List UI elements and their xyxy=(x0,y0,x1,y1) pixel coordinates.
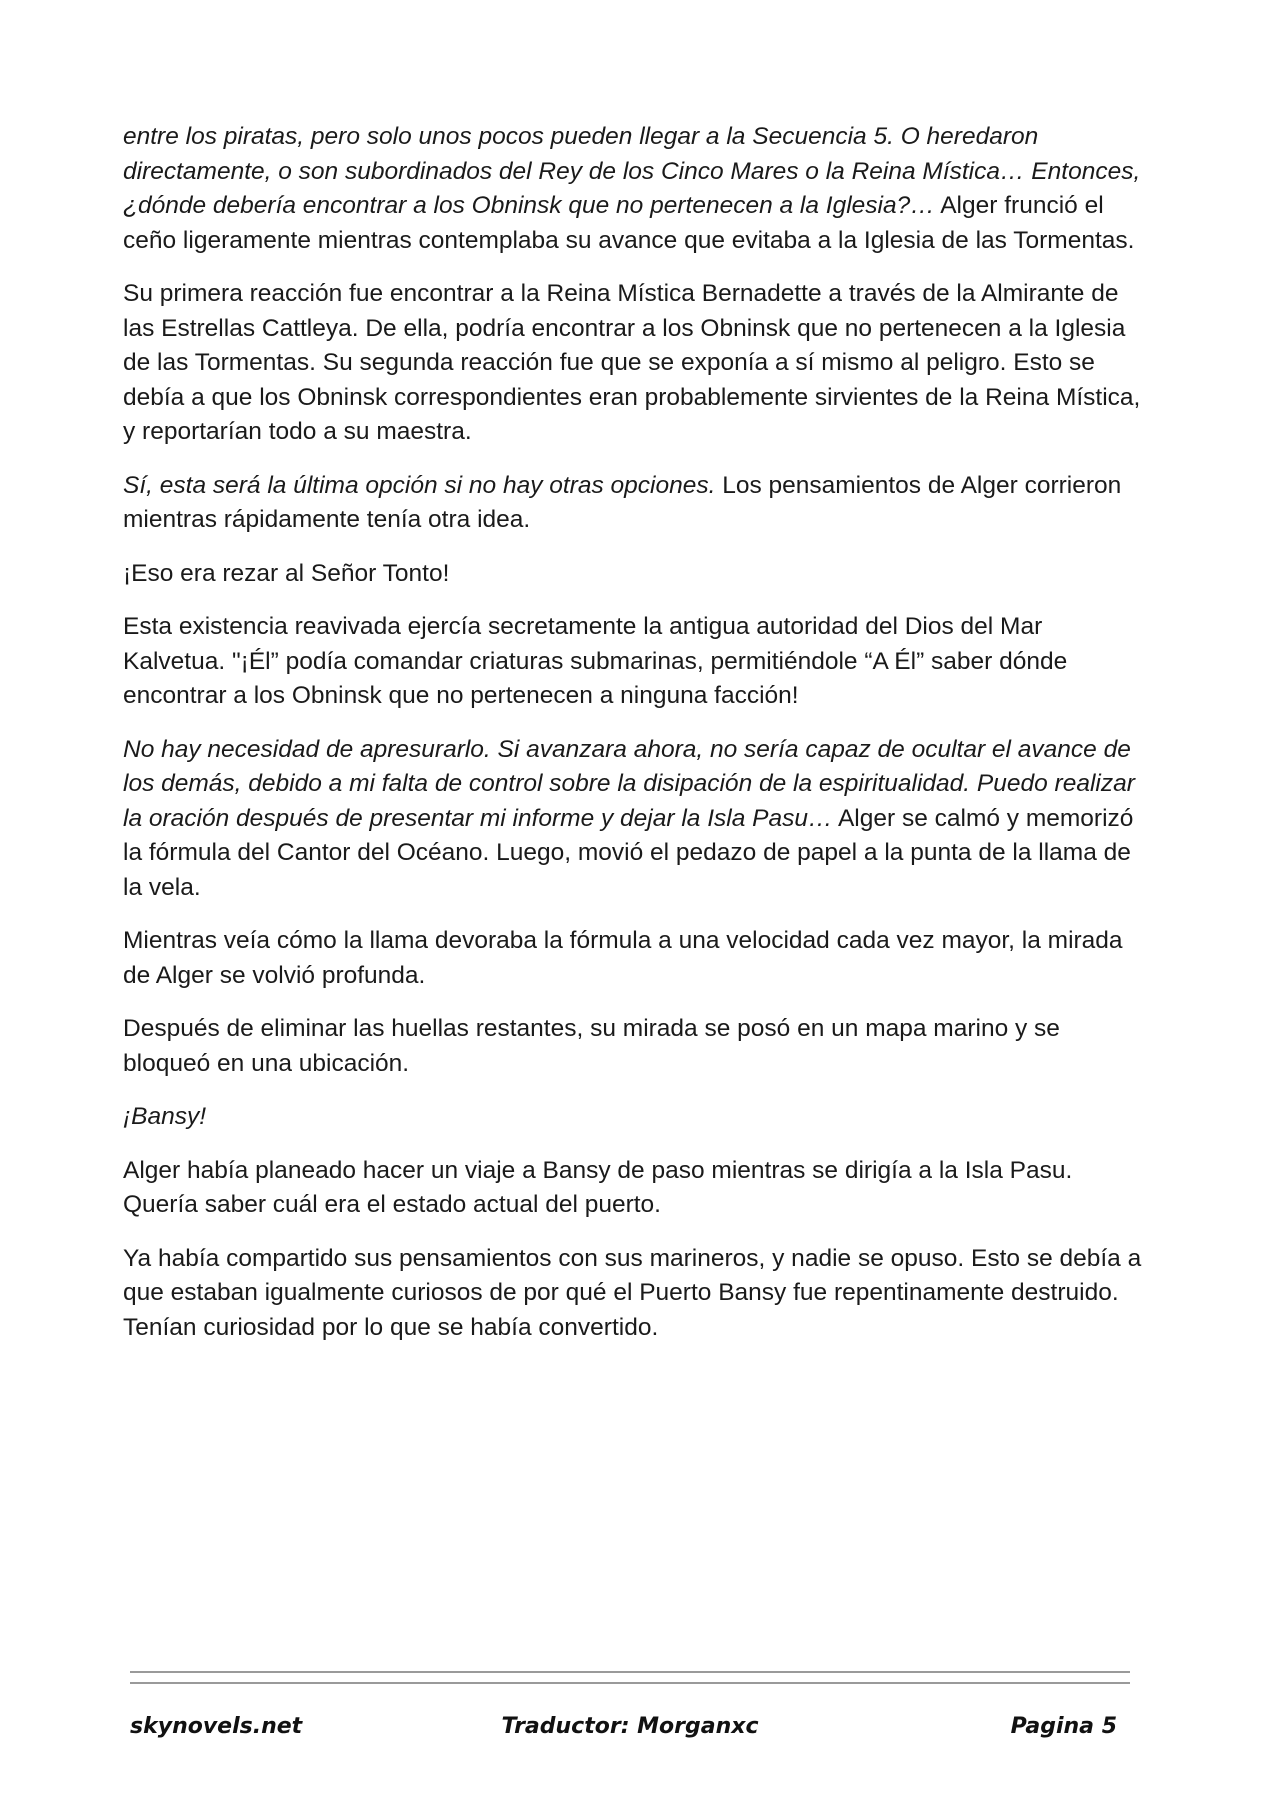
page-footer xyxy=(130,1714,1130,1748)
footer-site: skynovels.net xyxy=(130,1714,303,1739)
paragraph: entre los piratas, pero solo unos pocos pueden llegar a la Secuencia 5. O heredaron directamente, o son subordinados del Rey de los Cinco Mares o la Reina Mística… Entonces, ¿dónde debería encontrar a los Obninsk que no pertenecen a la Iglesia?… Alger frunció el ceño ligeramente mientras contemplaba su avance que evitaba a la Iglesia de las Tormentas. xyxy=(123,123,1141,254)
paragraph: Su primera reacción fue encontrar a la Reina Mística Bernadette a través de la Almirante de las Estrellas Cattleya. De ella, podría encontrar a los Obninsk que no pertenecen a la Iglesia de las Tormentas. Su segunda reacción fue que se exponía a sí mismo al peligro. Esto se debía a que los Obninsk correspondientes eran probablemente sirvientes de la Reina Mística, y reportarían todo a su maestra. xyxy=(123,280,1141,445)
paragraph: Ya había compartido sus pensamientos con sus marineros, y nadie se opuso. Esto se debía a que estaban igualmente curiosos de por qué el Puerto Bansy fue repentinamente destruido. Tenían curiosidad por lo que se había convertido. xyxy=(123,1244,1142,1341)
page-body xyxy=(123,120,1143,1364)
paragraph: No hay necesidad de apresurarlo. Si avanzara ahora, no sería capaz de ocultar el avance de los demás, debido a mi falta de control sobre la disipación de la espiritualidad. Puedo realizar la oración después de presentar mi informe y dejar la Isla Pasu… Alger se calmó y memorizó la fórmula del Cantor del Océano. Luego, movió el pedazo de papel a la punta de la llama de la vela. xyxy=(123,735,1135,901)
footer-divider-top xyxy=(130,1671,1130,1673)
footer-translator: Traductor: Morganxc xyxy=(501,1714,759,1739)
paragraph: Después de eliminar las huellas restantes, su mirada se posó en un mapa marino y se bloqueó en una ubicación. xyxy=(123,1015,1060,1077)
footer-page-number: Pagina 5 xyxy=(1010,1714,1117,1739)
paragraph: ¡Eso era rezar al Señor Tonto! xyxy=(123,559,450,587)
paragraph: ¡Bansy! xyxy=(123,1103,207,1130)
paragraph: Alger había planeado hacer un viaje a Bansy de paso mientras se dirigía a la Isla Pasu. Quería saber cuál era el estado actual del puerto. xyxy=(123,1156,1073,1218)
paragraph: Sí, esta será la última opción si no hay otras opciones. Los pensamientos de Alger corrieron mientras rápidamente tenía otra idea. xyxy=(123,471,1122,533)
paragraph: Mientras veía cómo la llama devoraba la fórmula a una velocidad cada vez mayor, la mirada de Alger se volvió profunda. xyxy=(123,927,1123,989)
footer-divider-bottom xyxy=(130,1682,1130,1684)
paragraph: Esta existencia reavivada ejercía secretamente la antigua autoridad del Dios del Mar Kalvetua. "¡Él” podía comandar criaturas submarinas, permitiéndole “A Él” saber dónde encontrar a los Obninsk que no pertenecen a ninguna facción! xyxy=(123,613,1068,709)
